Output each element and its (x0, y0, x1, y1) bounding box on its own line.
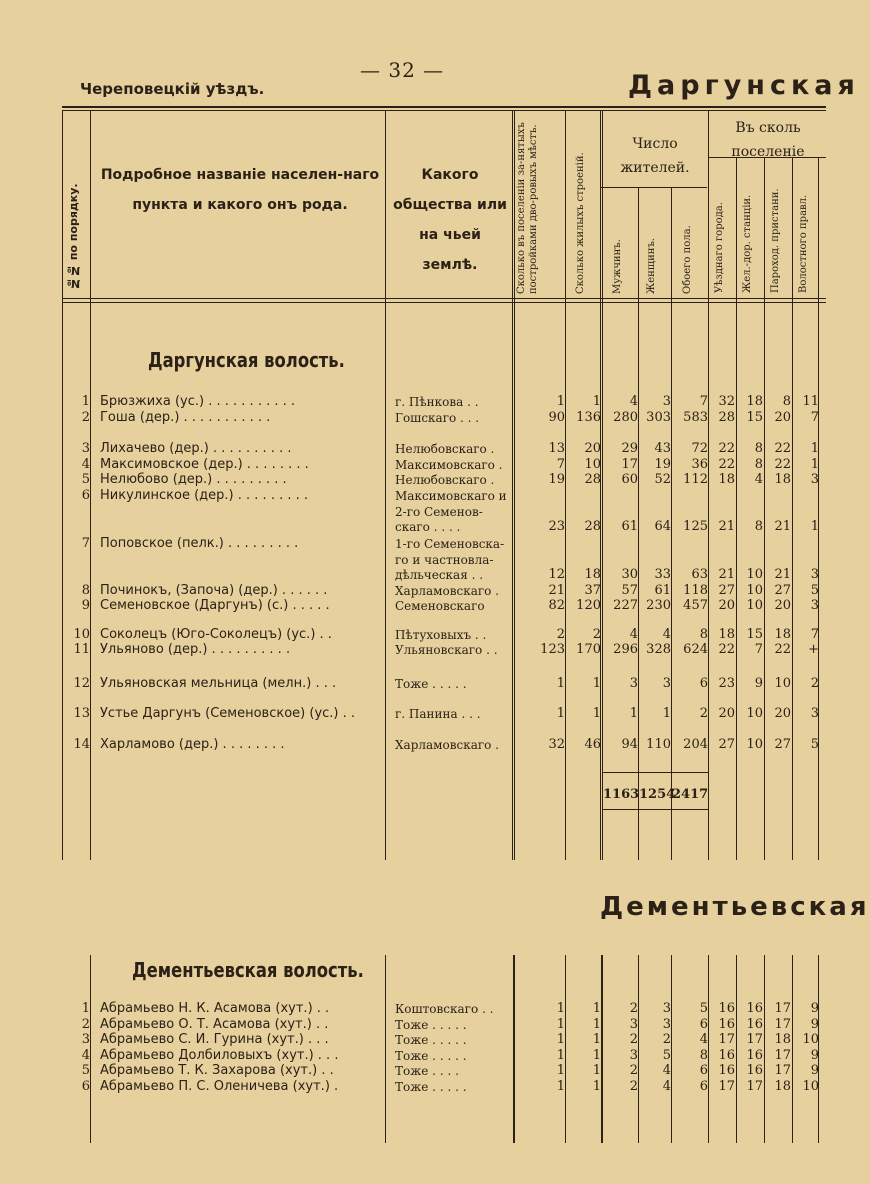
table-row (0, 706, 826, 722)
total-count: 8 (699, 1048, 708, 1063)
total-count: 2 (699, 706, 708, 721)
table-row (0, 519, 826, 535)
table-row (0, 394, 826, 410)
community-name: Коштовскаго . . (395, 1002, 494, 1016)
dist-pier: 8 (782, 394, 791, 409)
men-count: 4 (629, 394, 638, 409)
table-row (0, 1017, 826, 1033)
dist-rail: 18 (746, 394, 763, 409)
row-number: 5 (81, 1063, 90, 1078)
houses-count: 1 (592, 706, 601, 721)
dist-pier: 17 (774, 1001, 791, 1016)
col-header-yards: Сколько въ поселеніи за-нятыхъ постройками дво-ровыхъ мѣстъ. (516, 122, 539, 294)
row-number: 3 (81, 1032, 90, 1047)
community-name: Нелюбовскаго . (395, 473, 495, 487)
houses-count: 136 (576, 410, 601, 425)
table-row (0, 1001, 826, 1017)
dist-pier: 17 (774, 1048, 791, 1063)
dist-pier: 18 (774, 1032, 791, 1047)
row-number: 9 (81, 598, 90, 613)
dist-town: 27 (718, 737, 735, 752)
row-number: 7 (81, 536, 90, 551)
men-count: 17 (621, 457, 638, 472)
total-count: 36 (691, 457, 708, 472)
houses-count: 37 (584, 583, 601, 598)
col-header-community: Какого общества или на чьей землѣ. (393, 167, 507, 273)
dist-pier: 20 (774, 598, 791, 613)
dist-volost: 9 (810, 1063, 819, 1078)
row-number: 3 (81, 441, 90, 456)
houses-count: 2 (592, 627, 601, 642)
settlement-name: Ульяново (дер.) . . . . . . . . . . (100, 642, 291, 657)
table-row (0, 552, 826, 568)
women-count: 328 (646, 642, 671, 657)
men-count: 2 (629, 1063, 638, 1078)
header-bottom-rule-2 (62, 302, 826, 303)
table-row (0, 642, 826, 658)
settlement-name: Поповское (пелк.) . . . . . . . . . (100, 536, 299, 551)
houses-count: 1 (592, 676, 601, 691)
row-number: 10 (73, 627, 90, 642)
header-bottom-rule (62, 298, 826, 299)
total-count: 5 (699, 1001, 708, 1016)
total-count: 457 (683, 598, 708, 613)
dist-pier: 22 (774, 457, 791, 472)
community-name: Тоже . . . . . (395, 1018, 467, 1032)
men-count: 3 (629, 676, 638, 691)
dist-town: 17 (718, 1032, 735, 1047)
dist-town: 22 (718, 441, 735, 456)
row-number: 12 (73, 676, 90, 691)
women-count: 3 (662, 1001, 671, 1016)
total-count: 6 (699, 1063, 708, 1078)
row-number: 13 (73, 706, 90, 721)
community-name: г. Панина . . . (395, 707, 481, 721)
total-count: 118 (683, 583, 708, 598)
houses-count: 1 (592, 394, 601, 409)
houses-count: 1 (592, 1048, 601, 1063)
yards-count: 23 (548, 519, 565, 534)
col-header-name: Подробное названіе населен-наго пункта и какого онъ рода. (100, 167, 380, 213)
total-count: 6 (699, 676, 708, 691)
yards-count: 82 (548, 598, 565, 613)
community-name: дѣльческая . . (395, 568, 484, 582)
settlement-name: Никулинское (дер.) . . . . . . . . . (100, 488, 309, 503)
dist-town: 23 (718, 676, 735, 691)
community-name: г. Пѣнкова . . (395, 395, 479, 409)
table-row (0, 583, 826, 599)
dist-town: 27 (718, 583, 735, 598)
yards-count: 1 (556, 1001, 565, 1016)
total-count: 204 (683, 737, 708, 752)
row-number: 2 (81, 410, 90, 425)
dist-rail: 16 (746, 1063, 763, 1078)
houses-count: 1 (592, 1032, 601, 1047)
col-header-d-pier: Пароход. пристани. (770, 188, 781, 293)
settlement-name: Нелюбово (дер.) . . . . . . . . . (100, 472, 287, 487)
totals-top-rule (602, 772, 708, 773)
dist-rail: 8 (754, 457, 763, 472)
col-header-men: Мужчинъ. (612, 239, 623, 294)
dist-town: 18 (718, 627, 735, 642)
men-count: 1 (629, 706, 638, 721)
totals-bottom-rule (602, 809, 708, 810)
yards-count: 1 (556, 1032, 565, 1047)
men-count: 3 (629, 1048, 638, 1063)
dist-pier: 22 (774, 441, 791, 456)
settlement-name: Абрамьево П. С. Оленичева (хут.) . (100, 1079, 339, 1094)
table-row (0, 536, 826, 552)
men-count: 94 (621, 737, 638, 752)
dist-rail: 10 (746, 737, 763, 752)
men-count: 296 (613, 642, 638, 657)
total-count: 583 (683, 410, 708, 425)
dist-town: 20 (718, 598, 735, 613)
women-count: 33 (654, 567, 671, 582)
women-count: 19 (654, 457, 671, 472)
dist-rail: 16 (746, 1001, 763, 1016)
yards-count: 19 (548, 472, 565, 487)
dist-volost: 1 (810, 457, 819, 472)
dist-volost: 10 (802, 1079, 819, 1094)
row-number: 6 (81, 1079, 90, 1094)
total-count: 72 (691, 441, 708, 456)
women-count: 2 (662, 1032, 671, 1047)
dist-pier: 27 (774, 737, 791, 752)
community-name: Харламовскаго . (395, 584, 499, 598)
dist-pier: 10 (774, 676, 791, 691)
total-count: 6 (699, 1079, 708, 1094)
community-name: Тоже . . . . . (395, 677, 467, 691)
houses-count: 18 (584, 567, 601, 582)
section1-title: Даргунская волость. (148, 348, 345, 372)
community-name: скаго . . . . (395, 520, 461, 534)
women-count: 4 (662, 1079, 671, 1094)
table-row (0, 1079, 826, 1095)
yards-count: 1 (556, 394, 565, 409)
dist-town: 16 (718, 1001, 735, 1016)
men-count: 30 (621, 567, 638, 582)
men-count: 2 (629, 1032, 638, 1047)
yards-count: 2 (556, 627, 565, 642)
men-count: 61 (621, 519, 638, 534)
row-number: 14 (73, 737, 90, 752)
dist-pier: 21 (774, 567, 791, 582)
dist-volost: 3 (810, 567, 819, 582)
dist-town: 32 (718, 394, 735, 409)
table-row (0, 1032, 826, 1048)
col-header-houses: Сколько жилыхъ строеній. (575, 152, 586, 294)
settlement-name: Абрамьево О. Т. Асамова (хут.) . . (100, 1017, 329, 1032)
dist-volost: + (808, 642, 819, 657)
settlement-name: Устье Даргунъ (Семеновское) (ус.) . . (100, 706, 356, 721)
houses-count: 1 (592, 1017, 601, 1032)
dist-pier: 18 (774, 627, 791, 642)
table-row (0, 598, 826, 614)
women-count: 3 (662, 1017, 671, 1032)
total-count: 125 (683, 519, 708, 534)
dist-volost: 3 (810, 472, 819, 487)
settlement-name: Абрамьево Н. К. Асамова (хут.) . . (100, 1001, 330, 1016)
men-count: 2 (629, 1079, 638, 1094)
dist-town: 22 (718, 642, 735, 657)
yards-count: 32 (548, 737, 565, 752)
women-count: 4 (662, 1063, 671, 1078)
settlement-name: Починокъ, (Започа) (дер.) . . . . . . (100, 583, 328, 598)
row-number: 11 (73, 642, 90, 657)
men-count: 60 (621, 472, 638, 487)
men-count: 2 (629, 1001, 638, 1016)
community-name: Тоже . . . . (395, 1064, 459, 1078)
row-number: 6 (81, 488, 90, 503)
women-count: 3 (662, 394, 671, 409)
yards-count: 123 (540, 642, 565, 657)
dist-pier: 18 (774, 472, 791, 487)
dist-volost: 3 (810, 706, 819, 721)
houses-count: 20 (584, 441, 601, 456)
col-header-women: Женщинъ. (646, 238, 657, 294)
women-count: 1 (662, 706, 671, 721)
table-row (0, 1048, 826, 1064)
houses-count: 170 (576, 642, 601, 657)
total-count: 8 (699, 627, 708, 642)
community-name: Гошскаго . . . (395, 411, 480, 425)
houses-count: 28 (584, 472, 601, 487)
yards-count: 7 (556, 457, 565, 472)
dist-volost: 1 (810, 441, 819, 456)
dist-volost: 7 (810, 627, 819, 642)
total-both: 2417 (672, 787, 709, 802)
residents-sub-rule (600, 187, 707, 188)
dist-volost: 11 (802, 394, 819, 409)
women-count: 5 (662, 1048, 671, 1063)
dist-rail: 17 (746, 1079, 763, 1094)
houses-count: 120 (576, 598, 601, 613)
col-header-both: Обоего пола. (682, 225, 693, 294)
total-count: 63 (691, 567, 708, 582)
settlement-name: Ульяновская мельница (мелн.) . . . (100, 676, 337, 691)
col-header-residents: Число жителей. (620, 136, 690, 176)
yards-count: 13 (548, 441, 565, 456)
houses-count: 46 (584, 737, 601, 752)
dist-volost: 7 (810, 410, 819, 425)
row-number: 1 (81, 394, 90, 409)
community-name: Семеновскаго (395, 599, 485, 613)
dist-pier: 20 (774, 706, 791, 721)
dist-volost: 5 (810, 583, 819, 598)
women-count: 52 (654, 472, 671, 487)
women-count: 43 (654, 441, 671, 456)
women-count: 110 (646, 737, 671, 752)
community-name: Тоже . . . . . (395, 1080, 467, 1094)
dist-rail: 15 (746, 410, 763, 425)
dist-volost: 9 (810, 1001, 819, 1016)
dist-volost: 5 (810, 737, 819, 752)
houses-count: 10 (584, 457, 601, 472)
community-name: Харламовскаго . (395, 738, 499, 752)
table-row (0, 737, 826, 753)
col-header-d-town: Уѣзднаго города. (714, 202, 725, 293)
houses-count: 1 (592, 1063, 601, 1078)
dist-rail: 9 (754, 676, 763, 691)
settlement-name: Брюзжиха (ус.) . . . . . . . . . . . (100, 394, 296, 409)
dist-volost: 2 (810, 676, 819, 691)
dist-pier: 22 (774, 642, 791, 657)
settlement-name: Лихачево (дер.) . . . . . . . . . . (100, 441, 292, 456)
total-count: 112 (683, 472, 708, 487)
dist-rail: 16 (746, 1048, 763, 1063)
community-name: Тоже . . . . . (395, 1049, 467, 1063)
settlement-name: Абрамьево С. И. Гурина (хут.) . . . (100, 1032, 329, 1047)
yards-count: 90 (548, 410, 565, 425)
dist-town: 18 (718, 472, 735, 487)
dist-rail: 16 (746, 1017, 763, 1032)
community-name: Ульяновскаго . . (395, 643, 498, 657)
dist-town: 16 (718, 1048, 735, 1063)
dist-rail: 8 (754, 441, 763, 456)
dist-rail: 10 (746, 583, 763, 598)
col-header-distance: Въ сколь поселеніе (731, 120, 805, 160)
settlement-name: Абрамьево Т. К. Захарова (хут.) . . (100, 1063, 334, 1078)
row-number: 2 (81, 1017, 90, 1032)
settlement-name: Абрамьево Долбиловыхъ (хут.) . . . (100, 1048, 339, 1063)
dist-town: 17 (718, 1079, 735, 1094)
men-count: 4 (629, 627, 638, 642)
dist-rail: 15 (746, 627, 763, 642)
dist-town: 28 (718, 410, 735, 425)
table-row (0, 472, 826, 488)
dist-town: 21 (718, 567, 735, 582)
settlement-name: Соколецъ (Юго-Соколецъ) (ус.) . . (100, 627, 332, 642)
yards-count: 12 (548, 567, 565, 582)
community-name: 1-го Семеновска- (395, 537, 505, 551)
settlement-name: Семеновское (Даргунъ) (с.) . . . . . (100, 598, 330, 613)
dist-volost: 9 (810, 1017, 819, 1032)
yards-count: 1 (556, 706, 565, 721)
col-header-no: №№ по порядку. (67, 183, 80, 290)
total-count: 6 (699, 1017, 708, 1032)
dist-pier: 17 (774, 1063, 791, 1078)
table-row (0, 627, 826, 643)
men-count: 280 (613, 410, 638, 425)
men-count: 227 (613, 598, 638, 613)
dist-volost: 9 (810, 1048, 819, 1063)
district-title: Череповецкій уѣздъ. (80, 80, 265, 98)
dist-pier: 17 (774, 1017, 791, 1032)
women-count: 303 (646, 410, 671, 425)
dist-rail: 10 (746, 598, 763, 613)
table-top-rule-2 (62, 110, 826, 111)
dist-rail: 17 (746, 1032, 763, 1047)
women-count: 4 (662, 627, 671, 642)
page-number: — 32 — (360, 58, 445, 82)
settlement-name: Харламово (дер.) . . . . . . . . (100, 737, 285, 752)
row-number: 1 (81, 1001, 90, 1016)
houses-count: 1 (592, 1001, 601, 1016)
volost-heading-dementyevskaya: Дементьевская (600, 892, 870, 922)
yards-count: 1 (556, 1017, 565, 1032)
houses-count: 28 (584, 519, 601, 534)
dist-volost: 3 (810, 598, 819, 613)
dist-town: 22 (718, 457, 735, 472)
dist-rail: 10 (746, 567, 763, 582)
women-count: 230 (646, 598, 671, 613)
yards-count: 1 (556, 1048, 565, 1063)
settlement-name: Максимовское (дер.) . . . . . . . . (100, 457, 309, 472)
table-row (0, 676, 826, 692)
houses-count: 1 (592, 1079, 601, 1094)
table-top-rule (62, 106, 826, 108)
table-row (0, 457, 826, 473)
table-row (0, 410, 826, 426)
dist-rail: 10 (746, 706, 763, 721)
men-count: 29 (621, 441, 638, 456)
community-name: 2-го Семенов- (395, 505, 483, 519)
dist-pier: 20 (774, 410, 791, 425)
dist-pier: 18 (774, 1079, 791, 1094)
total-count: 624 (683, 642, 708, 657)
community-name: Тоже . . . . . (395, 1033, 467, 1047)
yards-count: 21 (548, 583, 565, 598)
dist-pier: 21 (774, 519, 791, 534)
section2-title: Дементьевская волость. (132, 958, 364, 982)
row-number: 8 (81, 583, 90, 598)
table-row (0, 504, 826, 520)
dist-town: 16 (718, 1063, 735, 1078)
dist-pier: 27 (774, 583, 791, 598)
women-count: 64 (654, 519, 671, 534)
dist-town: 21 (718, 519, 735, 534)
dist-town: 16 (718, 1017, 735, 1032)
table-row (0, 567, 826, 583)
community-name: Максимовскаго и (395, 489, 507, 503)
row-number: 5 (81, 472, 90, 487)
women-count: 61 (654, 583, 671, 598)
total-men: 1163 (603, 787, 640, 802)
total-count: 7 (699, 394, 708, 409)
table-row (0, 441, 826, 457)
col-header-d-rail: Жел.-дор. станціи. (742, 194, 753, 293)
men-count: 57 (621, 583, 638, 598)
row-number: 4 (81, 457, 90, 472)
dist-rail: 7 (754, 642, 763, 657)
settlement-name: Гоша (дер.) . . . . . . . . . . . (100, 410, 271, 425)
men-count: 3 (629, 1017, 638, 1032)
total-women: 1254 (639, 787, 676, 802)
yards-count: 1 (556, 676, 565, 691)
dist-rail: 4 (754, 472, 763, 487)
dist-volost: 10 (802, 1032, 819, 1047)
yards-count: 1 (556, 1079, 565, 1094)
community-name: Пѣтуховыхъ . . (395, 628, 487, 642)
community-name: Максимовскаго . (395, 458, 503, 472)
yards-count: 1 (556, 1063, 565, 1078)
dist-rail: 8 (754, 519, 763, 534)
dist-town: 20 (718, 706, 735, 721)
women-count: 3 (662, 676, 671, 691)
community-name: го и частновла- (395, 553, 494, 567)
community-name: Нелюбовскаго . (395, 442, 495, 456)
col-header-d-volost: Волостного правл. (798, 194, 809, 293)
total-count: 4 (699, 1032, 708, 1047)
row-number: 4 (81, 1048, 90, 1063)
table-row (0, 1063, 826, 1079)
table-row (0, 488, 826, 504)
dist-volost: 1 (810, 519, 819, 534)
volost-heading-top: Даргунская (628, 70, 860, 101)
